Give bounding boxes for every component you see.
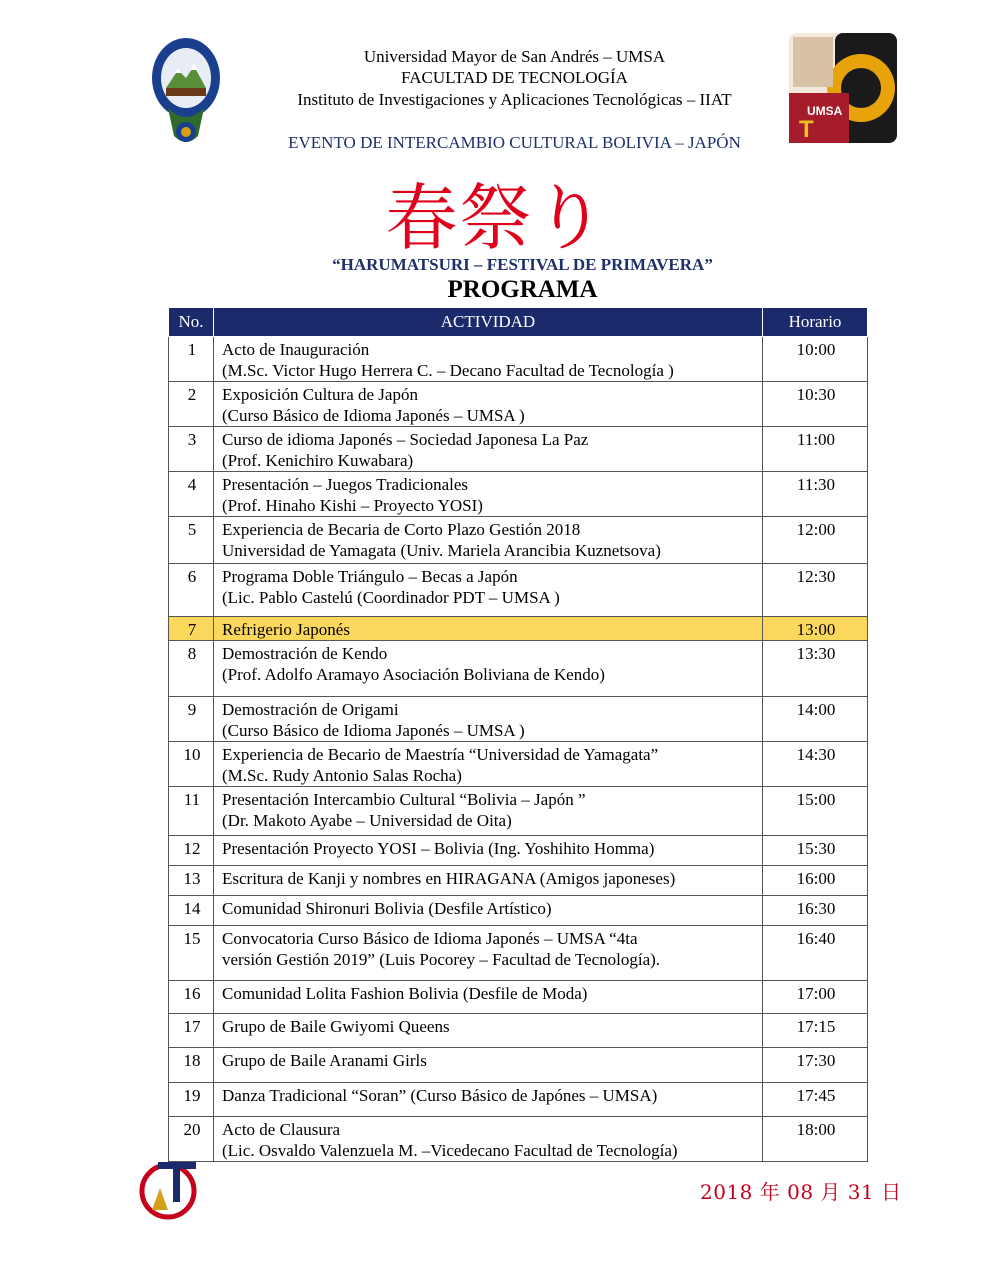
row-activity: [214, 787, 763, 836]
activity-title: Grupo de Baile Gwiyomi Queens: [222, 1017, 450, 1036]
activity-title: Acto de Inauguración: [222, 340, 370, 359]
row-activity: [214, 926, 763, 981]
faculty-name: FACULTAD DE TECNOLOGÍA: [401, 68, 628, 87]
activity-detail: versión Gestión 2019” (Luis Pocorey – Facultad de Tecnología).: [222, 950, 661, 969]
row-time: 14:30: [763, 742, 868, 787]
row-activity: [214, 1117, 763, 1162]
table-row: [169, 896, 868, 926]
activity-title: Presentación Proyecto YOSI – Bolivia (Ing. Yoshihito Homma): [222, 839, 655, 858]
activity-detail: (Prof. Kenichiro Kuwabara): [222, 451, 414, 470]
event-title: EVENTO DE INTERCAMBIO CULTURAL BOLIVIA – JAPÓN: [288, 133, 741, 152]
program-table: [168, 307, 868, 1162]
row-activity: [214, 382, 763, 427]
row-number: 15: [169, 926, 214, 981]
row-number: 2: [169, 382, 214, 427]
row-number: 13: [169, 866, 214, 896]
activity-title: Refrigerio Japonés: [222, 620, 350, 639]
festival-subtitle: “HARUMATSURI – FESTIVAL DE PRIMAVERA”: [332, 255, 713, 274]
row-time: 17:00: [763, 981, 868, 1014]
row-time: 16:30: [763, 896, 868, 926]
activity-title: Experiencia de Becario de Maestría “Universidad de Yamagata”: [222, 745, 659, 764]
table-row: [169, 617, 868, 641]
activity-title: Escritura de Kanji y nombres en HIRAGANA (Amigos japoneses): [222, 869, 676, 888]
row-time: 11:00: [763, 427, 868, 472]
row-time: 18:00: [763, 1117, 868, 1162]
col-header-no: No.: [169, 308, 214, 337]
col-header-time: Horario: [763, 308, 868, 337]
row-time: 12:00: [763, 517, 868, 564]
row-time: 14:00: [763, 697, 868, 742]
row-activity: [214, 866, 763, 896]
table-row: [169, 641, 868, 697]
row-time: 11:30: [763, 472, 868, 517]
row-time: 15:00: [763, 787, 868, 836]
activity-title: Comunidad Lolita Fashion Bolivia (Desfile de Moda): [222, 984, 588, 1003]
table-row: [169, 382, 868, 427]
activity-detail: Universidad de Yamagata (Univ. Mariela Arancibia Kuznetsova): [222, 541, 661, 560]
row-number: 10: [169, 742, 214, 787]
activity-title: Presentación Intercambio Cultural “Bolivia – Japón ”: [222, 790, 586, 809]
row-time: 17:30: [763, 1048, 868, 1083]
row-time: 13:00: [763, 617, 868, 641]
row-activity: [214, 697, 763, 742]
table-row: [169, 1117, 868, 1162]
row-activity: [214, 564, 763, 617]
row-activity: [214, 836, 763, 866]
row-number: 12: [169, 836, 214, 866]
row-activity: [214, 472, 763, 517]
row-number: 4: [169, 472, 214, 517]
row-activity: [214, 1014, 763, 1048]
row-time: 16:40: [763, 926, 868, 981]
activity-detail: (Dr. Makoto Ayabe – Universidad de Oita): [222, 811, 512, 830]
row-time: 15:30: [763, 836, 868, 866]
activity-detail: (Prof. Adolfo Aramayo Asociación Boliviana de Kendo): [222, 665, 605, 684]
table-row: [169, 981, 868, 1014]
row-time: 17:15: [763, 1014, 868, 1048]
activity-title: Danza Tradicional “Soran” (Curso Básico de Japónes – UMSA): [222, 1086, 658, 1105]
activity-title: Presentación – Juegos Tradicionales: [222, 475, 468, 494]
activity-detail: (Lic. Pablo Castelú (Coordinador PDT – UMSA ): [222, 588, 560, 607]
activity-title: Demostración de Kendo: [222, 644, 388, 663]
row-number: 9: [169, 697, 214, 742]
activity-title: Grupo de Baile Aranami Girls: [222, 1051, 427, 1070]
table-row: [169, 742, 868, 787]
activity-detail: (Curso Básico de Idioma Japonés – UMSA ): [222, 406, 525, 425]
kanji-title: 春祭り: [385, 176, 608, 260]
activity-detail: (Prof. Hinaho Kishi – Proyecto YOSI): [222, 496, 483, 515]
activity-detail: (Lic. Osvaldo Valenzuela M. –Vicedecano Facultad de Tecnología): [222, 1141, 678, 1160]
document-date: 2018 年 08 月 31 日: [700, 1180, 902, 1204]
institute-name: Instituto de Investigaciones y Aplicaciones Tecnológicas – IIAT: [297, 90, 732, 109]
row-activity: [214, 742, 763, 787]
table-row: [169, 1014, 868, 1048]
row-activity: [214, 427, 763, 472]
row-time: 13:30: [763, 641, 868, 697]
activity-detail: (M.Sc. Rudy Antonio Salas Rocha): [222, 766, 462, 785]
activity-title: Acto de Clausura: [222, 1120, 341, 1139]
row-number: 8: [169, 641, 214, 697]
activity-title: Demostración de Origami: [222, 700, 399, 719]
table-row: [169, 517, 868, 564]
table-row: [169, 337, 868, 382]
program-heading: PROGRAMA: [447, 276, 598, 303]
right-logo-label: UMSA: [807, 104, 843, 118]
row-number: 11: [169, 787, 214, 836]
row-activity: [214, 641, 763, 697]
row-number: 5: [169, 517, 214, 564]
col-header-activity: ACTIVIDAD: [214, 308, 763, 337]
activity-title: Comunidad Shironuri Bolivia (Desfile Artístico): [222, 899, 552, 918]
row-activity: [214, 337, 763, 382]
activity-detail: (M.Sc. Victor Hugo Herrera C. – Decano Facultad de Tecnología ): [222, 361, 674, 380]
university-name: Universidad Mayor de San Andrés – UMSA: [363, 47, 666, 66]
svg-text:T: T: [799, 116, 814, 143]
row-time: 17:45: [763, 1083, 868, 1117]
row-time: 12:30: [763, 564, 868, 617]
row-number: 1: [169, 337, 214, 382]
row-time: 16:00: [763, 866, 868, 896]
row-number: 3: [169, 427, 214, 472]
row-number: 17: [169, 1014, 214, 1048]
table-row: [169, 697, 868, 742]
row-number: 19: [169, 1083, 214, 1117]
row-number: 6: [169, 564, 214, 617]
activity-detail: (Curso Básico de Idioma Japonés – UMSA ): [222, 721, 525, 740]
row-activity: [214, 1048, 763, 1083]
row-number: 7: [169, 617, 214, 641]
table-header-row: [169, 308, 868, 337]
row-number: 20: [169, 1117, 214, 1162]
row-activity: [214, 617, 763, 641]
iiat-logo: [138, 1158, 200, 1220]
table-row: [169, 866, 868, 896]
row-activity: [214, 981, 763, 1014]
table-row: [169, 1083, 868, 1117]
table-row: [169, 787, 868, 836]
row-number: 16: [169, 981, 214, 1014]
table-row: [169, 836, 868, 866]
row-time: 10:30: [763, 382, 868, 427]
row-activity: [214, 517, 763, 564]
activity-title: Curso de idioma Japonés – Sociedad Japonesa La Paz: [222, 430, 589, 449]
row-number: 14: [169, 896, 214, 926]
row-activity: [214, 896, 763, 926]
table-row: [169, 926, 868, 981]
table-row: [169, 564, 868, 617]
activity-title: Exposición Cultura de Japón: [222, 385, 418, 404]
row-activity: [214, 1083, 763, 1117]
row-number: 18: [169, 1048, 214, 1083]
table-row: [169, 1048, 868, 1083]
table-row: [169, 427, 868, 472]
row-time: 10:00: [763, 337, 868, 382]
activity-title: Programa Doble Triángulo – Becas a Japón: [222, 567, 518, 586]
table-row: [169, 472, 868, 517]
activity-title: Experiencia de Becaria de Corto Plazo Gestión 2018: [222, 520, 581, 539]
activity-title: Convocatoria Curso Básico de Idioma Japonés – UMSA “4ta: [222, 929, 638, 948]
